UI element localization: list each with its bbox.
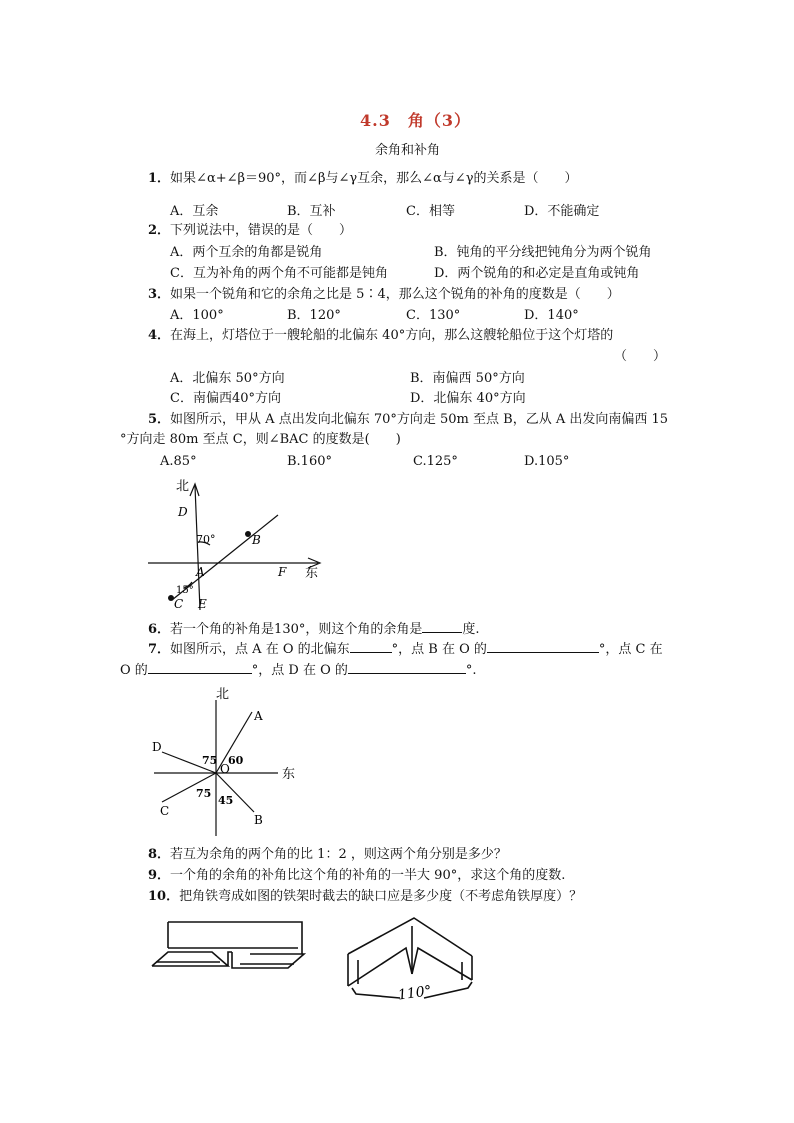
question-number: 4． (148, 328, 171, 343)
q7-direction-figure (148, 684, 308, 838)
q5-direction-figure (140, 472, 340, 614)
answer-blank-b[interactable] (487, 640, 599, 653)
question-number: 8． (148, 847, 171, 862)
q5-option-c: C.125° (413, 454, 458, 469)
q5-option-b: B.160° (287, 454, 332, 469)
label-angle-70: 70° (196, 533, 216, 546)
question-text: 如果∠α+∠β＝90°，而∠β与∠γ互余，那么∠α与∠γ的关系是（ ） (170, 171, 578, 186)
question-2 (148, 223, 352, 239)
answer-blank-c[interactable] (148, 661, 252, 674)
angle-iron-top-edge (168, 922, 302, 954)
page-title: 4.3 角（3） (360, 111, 471, 130)
q1-option-b: B．互补 (287, 204, 336, 219)
question-text: 如图所示，点 A 在 O 的北偏东 (170, 642, 350, 657)
question-5-line2: °方向走 80m 至点 C，则∠BAC 的度数是( ) (120, 432, 401, 447)
angle-iron-right-flange (232, 952, 304, 968)
q1-option-c: C．相等 (406, 204, 455, 219)
question-number: 5． (148, 412, 171, 427)
label-b: B (252, 533, 261, 547)
answer-blank[interactable] (422, 620, 462, 633)
q1-option-a: A．互余 (170, 204, 219, 219)
question-7 (148, 640, 663, 658)
question-text: 若一个角的补角是130°，则这个角的余角是 (170, 622, 423, 637)
question-text: °. (465, 663, 477, 678)
question-number: 6． (148, 622, 171, 637)
bent-top-edge (348, 918, 472, 956)
q1-option-d: D．不能确定 (524, 204, 600, 219)
label-d: D (178, 505, 188, 519)
question-9 (148, 868, 565, 884)
q2-option-c: C．互为补角的两个角不可能都是钝角 (170, 266, 388, 281)
q3-option-c: C．130° (406, 308, 461, 323)
label-angle-75-top: 75 (202, 754, 218, 767)
q4-option-b: B．南偏西 50°方向 (410, 371, 525, 386)
question-text-end: 度. (462, 622, 480, 637)
angle-iron-bent-figure (340, 914, 480, 1006)
answer-paren: （ ） (614, 349, 667, 364)
label-angle-110: 110° (397, 983, 433, 1004)
question-number: 2． (148, 223, 171, 238)
question-number: 7． (148, 642, 171, 657)
answer-blank-a[interactable] (350, 640, 392, 653)
label-e: E (198, 597, 207, 611)
label-c: C (174, 597, 184, 611)
bent-right-fold (412, 948, 472, 980)
point-b-dot (245, 531, 251, 537)
question-text: 一个角的余角的补角比这个角的补角的一半大 90°，求这个角的度数. (170, 868, 566, 883)
question-text: 如果一个锐角和它的余角之比是 5∶4，那么这个锐角的补角的度数是（ ） (170, 287, 620, 302)
q5-option-a: A.85° (160, 454, 197, 469)
label-east: 东 (305, 566, 319, 581)
question-1 (148, 171, 577, 187)
q4-option-d: D．北偏东 40°方向 (410, 391, 526, 406)
question-8 (148, 847, 507, 863)
label-east: 东 (282, 767, 296, 782)
label-angle-60: 60 (228, 754, 244, 767)
label-c: C (160, 804, 170, 818)
label-angle-75-bottom: 75 (196, 787, 212, 800)
q3-option-a: A．100° (170, 308, 224, 323)
q4-option-c: C．南偏西40°方向 (170, 391, 281, 406)
question-text: 若互为余角的两个角的比 1：2 ，则这两个角分别是多少？ (170, 847, 507, 862)
label-angle-15: 15° (176, 585, 194, 596)
question-number: 10． (148, 889, 180, 904)
label-north: 北 (176, 479, 190, 494)
label-angle-45: 45 (218, 794, 234, 807)
q5-option-d: D.105° (524, 454, 570, 469)
q2-option-b: B．钝角的平分线把钝角分为两个锐角 (434, 245, 652, 260)
question-10 (148, 889, 582, 905)
question-number: 1． (148, 171, 171, 186)
angle-iron-flat-figure (148, 918, 308, 974)
question-text: O 的 (120, 663, 148, 678)
question-text: 下列说法中，错误的是（ ） (170, 223, 353, 238)
north-south-line (195, 486, 200, 610)
label-a: A (196, 565, 205, 579)
question-3 (148, 287, 620, 303)
q3-option-d: D．140° (524, 308, 579, 323)
label-f: F (278, 565, 287, 579)
question-number: 3． (148, 287, 171, 302)
label-a: A (254, 709, 263, 723)
page-subtitle: 余角和补角 (375, 143, 441, 158)
question-6 (148, 620, 480, 638)
q2-option-d: D．两个锐角的和必定是直角或钝角 (434, 266, 640, 281)
q2-option-a: A．两个互余的角都是锐角 (170, 245, 323, 260)
question-text: °，点 B 在 O 的 (391, 642, 487, 657)
question-5 (148, 412, 668, 428)
answer-blank-d[interactable] (348, 661, 466, 674)
north-arrow-icon (190, 484, 199, 496)
angle-iron-left-flange (152, 952, 228, 966)
q3-option-b: B．120° (287, 308, 341, 323)
question-text: 在海上，灯塔位于一艘轮船的北偏东 40°方向，那么这艘轮船位于这个灯塔的 (170, 328, 614, 343)
question-number: 9． (148, 868, 171, 883)
label-b: B (254, 813, 263, 827)
bent-left-flange (352, 988, 400, 998)
question-7-line2 (120, 661, 477, 679)
question-text: 把角铁弯成如图的铁架时截去的缺口应是多少度（不考虑角铁厚度）？ (179, 889, 583, 904)
question-text: °，点 C 在 (598, 642, 663, 657)
question-4 (148, 328, 613, 344)
question-text: °，点 D 在 O 的 (251, 663, 348, 678)
label-d: D (152, 740, 162, 754)
question-text: 如图所示，甲从 A 点出发向北偏东 70°方向走 50m 至点 B，乙从 A 出发向南偏西 15 (170, 412, 669, 427)
label-o: O (220, 762, 230, 776)
label-north: 北 (216, 687, 230, 702)
q4-option-a: A．北偏东 50°方向 (170, 371, 285, 386)
